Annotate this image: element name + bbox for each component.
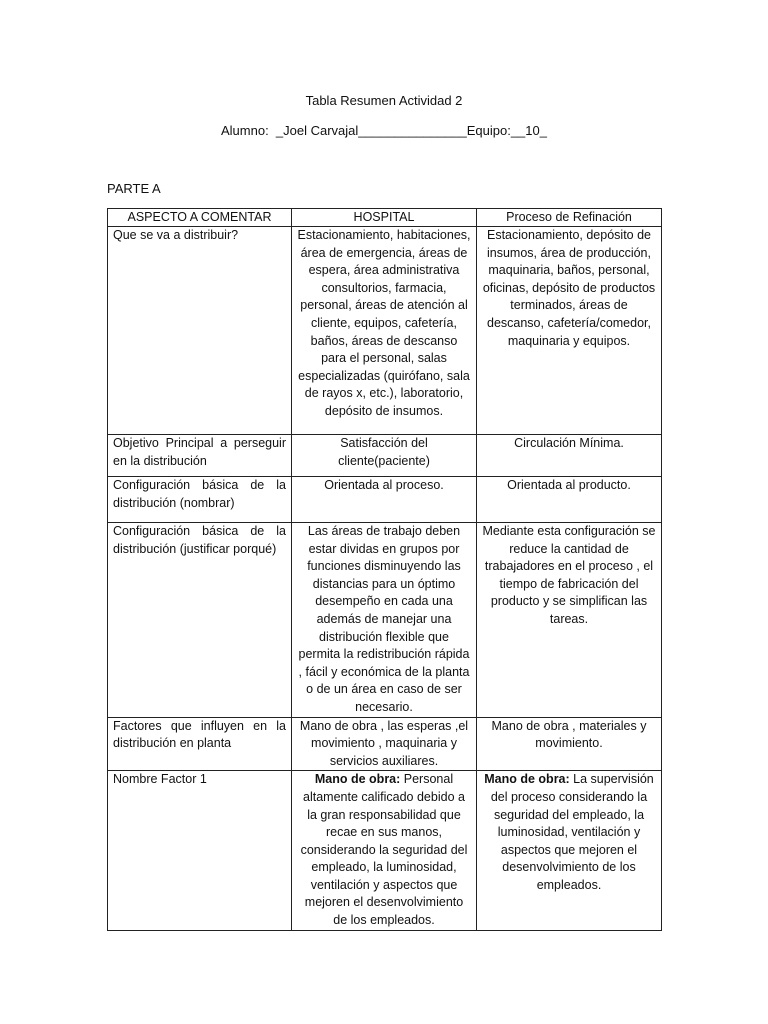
hospital-cell: Estacionamiento, habitaciones, área de emergencia, áreas de espera, área administrativa consultorios, farmacia, personal, áreas de atención al cliente, equipos, cafetería, baños, áreas de descanso para el personal, salas especializadas (quirófano, sala de rayos x, etc.), laboratorio, depósito de insumos. [292,227,477,435]
aspect-cell: Configuración básica de la distribución (nombrar) [108,477,292,523]
hospital-factor-text: Personal altamente calificado debido a la gran responsabilidad que recae en sus manos, considerando la seguridad del empleado, la luminosidad, ventilación y aspectos que mejoren el desenvolvimiento de los empleados. [300,772,468,928]
table-header-row [108,209,662,227]
header-refinacion: Proceso de Refinación [477,209,662,227]
hospital-cell: Mano de obra , las esperas ,el movimiento , maquinaria y servicios auxiliares. [292,717,477,771]
refinacion-factor-label: Mano de obra: [484,772,570,787]
hospital-cell: Satisfacción del cliente(paciente) [292,435,477,477]
refinacion-cell: Orientada al producto. [477,477,662,523]
aspect-cell: Que se va a distribuir? [108,227,292,435]
aspect-cell: Objetivo Principal a perseguir en la distribución [108,435,292,477]
refinacion-cell: Circulación Mínima. [477,435,662,477]
hospital-cell: Las áreas de trabajo deben estar dividas en grupos por funciones disminuyendo las distancias para un óptimo desempeño en cada una además de manejar una distribución flexible que permita la redistribución rápida , fácil y económica de la planta o de un área en caso de ser necesario. [292,523,477,718]
summary-table [107,208,662,931]
table-row [108,435,662,477]
table-row [108,523,662,718]
refinacion-cell [477,771,662,930]
refinacion-factor-text: La supervisión del proceso considerando la seguridad del empleado, la luminosidad, ventilación y aspectos que mejoren el desenvolvimiento de los empleados. [490,772,654,892]
refinacion-cell: Mediante esta configuración se reduce la cantidad de trabajadores en el proceso , el tiempo de fabricación del producto y se simplifican las tareas. [477,523,662,718]
refinacion-cell: Mano de obra , materiales y movimiento. [477,717,662,771]
hospital-cell [292,771,477,930]
header-aspect: ASPECTO A COMENTAR [108,209,292,227]
header-hospital: HOSPITAL [292,209,477,227]
section-label: PARTE A [107,181,161,196]
table-row [108,227,662,435]
table-row [108,771,662,930]
aspect-cell: Nombre Factor 1 [108,771,292,930]
table-row [108,717,662,771]
aspect-cell: Factores que influyen en la distribución en planta [108,717,292,771]
student-team-line: Alumno: _Joel Carvajal_______________Equipo:__10_ [221,123,547,138]
aspect-cell: Configuración básica de la distribución (justificar porqué) [108,523,292,718]
refinacion-cell: Estacionamiento, depósito de insumos, área de producción, maquinaria, baños, personal, oficinas, depósito de productos terminados, áreas de descanso, cafetería/comedor, maquinaria y equipos. [477,227,662,435]
hospital-cell: Orientada al proceso. [292,477,477,523]
document-title: Tabla Resumen Actividad 2 [305,93,463,108]
table-row [108,477,662,523]
hospital-factor-label: Mano de obra: [314,772,401,787]
